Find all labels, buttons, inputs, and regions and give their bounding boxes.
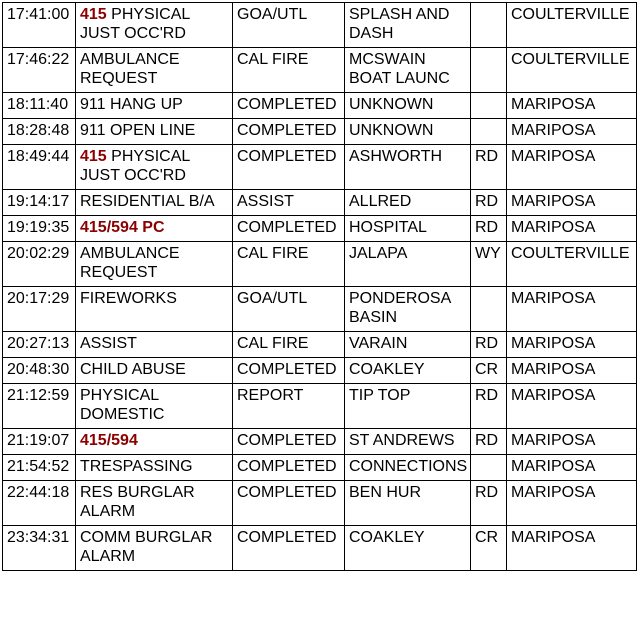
call-nature-text: AMBULANCE REQUEST (80, 245, 180, 281)
call-disposition-cell: COMPLETED (233, 358, 345, 384)
call-nature-cell (76, 287, 233, 332)
call-city-cell: MARIPOSA (507, 216, 637, 242)
table-row (3, 455, 637, 481)
call-street-suffix-cell: RD (471, 190, 507, 216)
call-street-suffix-cell: RD (471, 429, 507, 455)
call-nature-text: PHYSICAL JUST OCC'RD (80, 148, 190, 184)
table-row (3, 332, 637, 358)
call-street-suffix-cell: CR (471, 358, 507, 384)
call-nature-cell (76, 481, 233, 526)
call-street-suffix-cell: RD (471, 481, 507, 526)
call-street-cell: PONDEROSA BASIN (345, 287, 471, 332)
call-nature-text: ASSIST (80, 335, 137, 352)
call-nature-text: FIREWORKS (80, 290, 177, 307)
table-row (3, 119, 637, 145)
call-street-cell: COAKLEY (345, 526, 471, 571)
call-nature-text: CHILD ABUSE (80, 361, 186, 378)
call-street-cell: CONNECTIONS (345, 455, 471, 481)
call-city-cell: COULTERVILLE (507, 3, 637, 48)
call-city-cell: MARIPOSA (507, 332, 637, 358)
call-street-suffix-cell: WY (471, 242, 507, 287)
call-disposition-cell: COMPLETED (233, 429, 345, 455)
call-city-cell: MARIPOSA (507, 481, 637, 526)
call-city-cell: COULTERVILLE (507, 242, 637, 287)
call-disposition-cell: COMPLETED (233, 216, 345, 242)
call-log-table (2, 2, 637, 571)
call-street-cell: JALAPA (345, 242, 471, 287)
call-disposition-cell: GOA/UTL (233, 287, 345, 332)
table-row (3, 190, 637, 216)
call-time-cell: 21:19:07 (3, 429, 76, 455)
call-street-cell: ST ANDREWS (345, 429, 471, 455)
table-row (3, 216, 637, 242)
call-code-highlight: 415/594 PC (80, 219, 165, 236)
call-city-cell: MARIPOSA (507, 358, 637, 384)
call-time-cell: 20:17:29 (3, 287, 76, 332)
call-nature-cell (76, 145, 233, 190)
call-code-highlight: 415 (80, 148, 107, 165)
call-time-cell: 18:28:48 (3, 119, 76, 145)
table-row (3, 429, 637, 455)
call-disposition-cell: ASSIST (233, 190, 345, 216)
call-nature-cell (76, 332, 233, 358)
call-street-suffix-cell (471, 48, 507, 93)
call-disposition-cell: GOA/UTL (233, 3, 345, 48)
call-street-cell: BEN HUR (345, 481, 471, 526)
call-nature-text: RESIDENTIAL B/A (80, 193, 215, 210)
call-time-cell: 19:14:17 (3, 190, 76, 216)
call-city-cell: MARIPOSA (507, 455, 637, 481)
call-city-cell: MARIPOSA (507, 384, 637, 429)
call-nature-text: 911 HANG UP (80, 96, 183, 113)
call-nature-text: PHYSICAL JUST OCC'RD (80, 6, 190, 42)
call-city-cell: MARIPOSA (507, 119, 637, 145)
call-disposition-cell: CAL FIRE (233, 242, 345, 287)
call-time-cell: 20:02:29 (3, 242, 76, 287)
call-street-suffix-cell: RD (471, 384, 507, 429)
call-street-cell: TIP TOP (345, 384, 471, 429)
call-nature-cell (76, 119, 233, 145)
call-time-cell: 18:49:44 (3, 145, 76, 190)
call-disposition-cell: COMPLETED (233, 481, 345, 526)
table-row (3, 481, 637, 526)
call-disposition-cell: CAL FIRE (233, 48, 345, 93)
call-disposition-cell: COMPLETED (233, 93, 345, 119)
call-street-cell: ALLRED (345, 190, 471, 216)
call-nature-cell (76, 93, 233, 119)
call-disposition-cell: COMPLETED (233, 526, 345, 571)
call-nature-text: RES BURGLAR ALARM (80, 484, 195, 520)
call-disposition-cell: COMPLETED (233, 119, 345, 145)
call-street-cell: UNKNOWN (345, 119, 471, 145)
call-street-cell: SPLASH AND DASH (345, 3, 471, 48)
call-disposition-cell: COMPLETED (233, 455, 345, 481)
call-nature-cell (76, 190, 233, 216)
call-nature-text: TRESPASSING (80, 458, 193, 475)
call-time-cell: 21:12:59 (3, 384, 76, 429)
call-disposition-cell: REPORT (233, 384, 345, 429)
table-row (3, 3, 637, 48)
call-street-suffix-cell: RD (471, 216, 507, 242)
call-street-cell: VARAIN (345, 332, 471, 358)
call-code-highlight: 415 (80, 6, 107, 23)
call-street-suffix-cell (471, 3, 507, 48)
call-city-cell: MARIPOSA (507, 526, 637, 571)
call-disposition-cell: COMPLETED (233, 145, 345, 190)
call-city-cell: MARIPOSA (507, 287, 637, 332)
call-street-suffix-cell (471, 287, 507, 332)
call-city-cell: MARIPOSA (507, 145, 637, 190)
call-nature-cell (76, 384, 233, 429)
call-time-cell: 17:46:22 (3, 48, 76, 93)
call-street-suffix-cell: CR (471, 526, 507, 571)
call-city-cell: COULTERVILLE (507, 48, 637, 93)
call-nature-cell (76, 48, 233, 93)
call-street-suffix-cell (471, 455, 507, 481)
table-row (3, 358, 637, 384)
call-street-cell: COAKLEY (345, 358, 471, 384)
table-row (3, 384, 637, 429)
call-time-cell: 17:41:00 (3, 3, 76, 48)
call-city-cell: MARIPOSA (507, 190, 637, 216)
call-nature-text: AMBULANCE REQUEST (80, 51, 180, 87)
call-time-cell: 20:27:13 (3, 332, 76, 358)
call-nature-cell (76, 242, 233, 287)
call-nature-text: 911 OPEN LINE (80, 122, 196, 139)
table-row (3, 242, 637, 287)
call-nature-cell (76, 3, 233, 48)
call-street-suffix-cell: RD (471, 145, 507, 190)
call-time-cell: 19:19:35 (3, 216, 76, 242)
call-nature-cell (76, 455, 233, 481)
call-street-cell: MCSWAIN BOAT LAUNC (345, 48, 471, 93)
table-row (3, 526, 637, 571)
call-street-suffix-cell (471, 93, 507, 119)
call-time-cell: 20:48:30 (3, 358, 76, 384)
call-street-cell: UNKNOWN (345, 93, 471, 119)
call-city-cell: MARIPOSA (507, 429, 637, 455)
call-nature-text: PHYSICAL DOMESTIC (80, 387, 165, 423)
call-code-highlight: 415/594 (80, 432, 138, 449)
table-row (3, 145, 637, 190)
call-time-cell: 23:34:31 (3, 526, 76, 571)
call-street-suffix-cell: RD (471, 332, 507, 358)
call-time-cell: 21:54:52 (3, 455, 76, 481)
call-nature-cell (76, 429, 233, 455)
call-street-suffix-cell (471, 119, 507, 145)
call-nature-text: COMM BURGLAR ALARM (80, 529, 213, 565)
call-nature-cell (76, 358, 233, 384)
table-row (3, 48, 637, 93)
call-time-cell: 22:44:18 (3, 481, 76, 526)
table-row (3, 93, 637, 119)
table-row (3, 287, 637, 332)
call-time-cell: 18:11:40 (3, 93, 76, 119)
call-street-cell: ASHWORTH (345, 145, 471, 190)
call-city-cell: MARIPOSA (507, 93, 637, 119)
call-street-cell: HOSPITAL (345, 216, 471, 242)
call-log-body (3, 3, 637, 571)
call-nature-cell (76, 526, 233, 571)
call-nature-cell (76, 216, 233, 242)
call-disposition-cell: CAL FIRE (233, 332, 345, 358)
